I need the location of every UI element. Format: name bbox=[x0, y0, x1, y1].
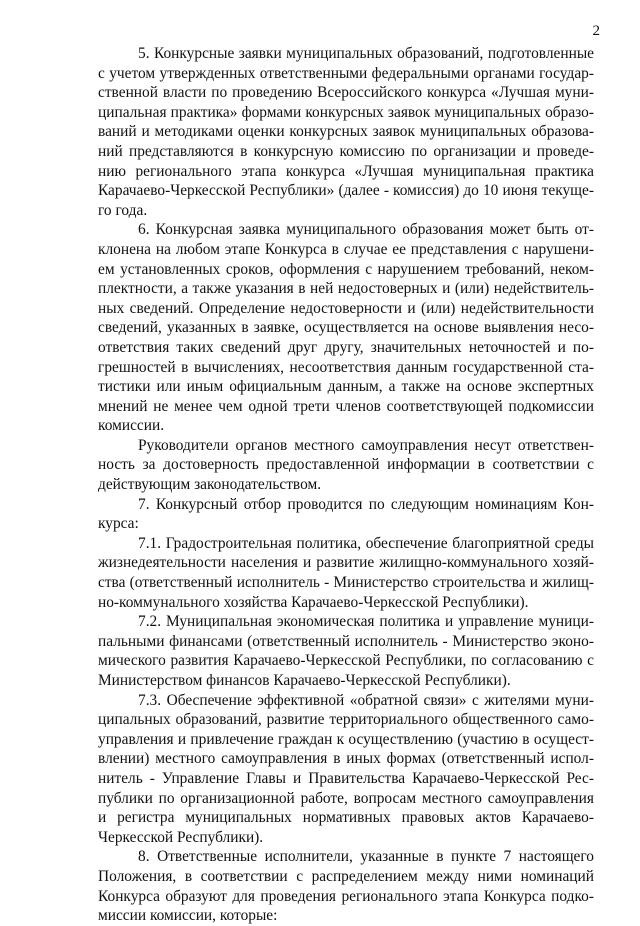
paragraph-7-2: 7.2. Муниципальная экономическая политика и управление муниципальными финансами (ответственный исполнитель - Министерство экономического развития Карачаево-Черкесской Республики, по согласованию с Министерством финансов Карачаево-Черкесской Республики). bbox=[98, 613, 594, 689]
paragraph-6: 6. Конкурсная заявка муниципального образования может быть отклонена на любом этапе Конкурса в случае ее представления с нарушением установленных сроков, оформления с нарушением требований, некомплектности, а также указания в ней недостоверных и (или) недействительных сведений. Определение недостоверности и (или) недействительности сведений, указанных в заявке, осуществляется на основе выявления несоответствия таких сведений друг другу, значительных неточностей и погрешностей в вычислениях, несоответствия данным государственной статистики или иным официальным данным, а также на основе экспертных мнений не менее чем одной трети членов соответствующей подкомиссии комиссии. bbox=[98, 221, 594, 435]
paragraph-8: 8. Ответственные исполнители, указанные в пункте 7 настоящего Положения, в соответствии с распределением между ними номинаций Конкурса образуют для проведения регионального этапа Конкурса подкомиссии комиссии, которые: bbox=[98, 848, 594, 925]
paragraph-5: 5. Конкурсные заявки муниципальных образований, подготовленные с учетом утвержденных ответственными федеральными органами государственной власти по проведению Всероссийского конкурса «Лучшая муниципальная практика» формами конкурсных заявок муниципальных образований и методиками оценки конкурсных заявок муниципальных образований представляются в конкурсную комиссию по организации и проведению регионального этапа конкурса «Лучшая муниципальная практика Карачаево-Черкесской Республики» (далее - комиссия) до 10 июня текущего года. bbox=[98, 45, 594, 219]
paragraph-7-3: 7.3. Обеспечение эффективной «обратной связи» с жителями муниципальных образований, развитие территориального общественного самоуправления и привлечение граждан к осуществлению (участию в осуществлении) местного самоуправления в иных формах (ответственный исполнитель - Управление Главы и Правительства Карачаево-Черкесской Республики по организационной работе, вопросам местного самоуправления и регистра муниципальных нормативных правовых актов Карачаево-Черкесской Республики). bbox=[98, 691, 594, 846]
document-body bbox=[98, 44, 594, 926]
paragraph-7-1: 7.1. Градостроительная политика, обеспечение благоприятной среды жизнедеятельности населения и развитие жилищно-коммунального хозяйства (ответственный исполнитель - Министерство строительства и жилищно-коммунального хозяйства Карачаево-Черкесской Республики). bbox=[98, 534, 594, 611]
paragraph-responsibility: Руководители органов местного самоуправления несут ответственность за достоверность предоставленной информации в соответствии с действующим законодательством. bbox=[98, 436, 594, 494]
page-number: 2 bbox=[592, 23, 600, 39]
paragraph-7: 7. Конкурсный отбор проводится по следующим номинациям Конкурса: bbox=[98, 495, 594, 533]
